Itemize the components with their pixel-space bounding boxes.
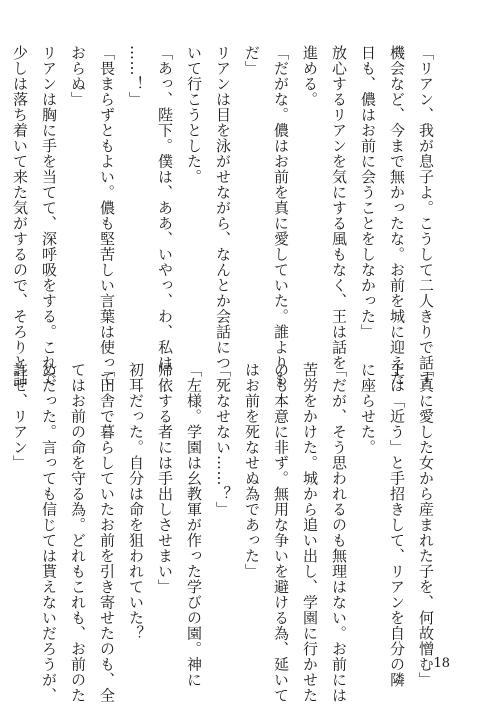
text-line: 初耳だった。自分は命を狙われていた？ [127, 362, 145, 641]
text-line: 進める。 [301, 45, 319, 107]
text-line: 帰依する者には手出しさせまい」 [156, 362, 174, 595]
text-line: 日も、儂はお前に会うことをしなかった」 [359, 45, 377, 340]
text-line: 少しは落ち着いて来た気がするので、そろりと話 [11, 45, 29, 386]
text-line: いて行こうとした。 [185, 45, 203, 185]
text-line: 「あっ、陛下。僕は、ああ、いやっ、わ、私は [156, 45, 174, 371]
text-line [0, 362, 5, 652]
text-line: だ」 [243, 45, 261, 76]
text-line: ……！」 [127, 45, 145, 107]
text-line: 「左様。学園は幺教軍が作った学びの園。神に [185, 362, 203, 688]
text-line: リアンは目を泳がせながら、なんとか会話につ [214, 45, 232, 371]
text-line: てはお前の命を守る為。どれもこれも、お前のた [69, 362, 87, 703]
text-column-top [0, 45, 440, 386]
text-line: 苦労をかけた。城から追い出し、学園に行かせた [301, 362, 319, 703]
text-line: 許せ、リアン」 [11, 362, 29, 471]
text-line: 「死なせない……？」 [214, 362, 232, 517]
text-line: 「田舎で暮らしていたお前を引き寄せたのも、全 [98, 362, 116, 703]
text-line: 「だがな。儂はお前を真に愛していた。誰よりも [272, 45, 290, 386]
text-line: めだった。言っても信じては貰えないだろうが、 [40, 362, 58, 703]
text-line: 「真に愛した女から産まれた子を、何故憎む」 [417, 362, 435, 688]
page-number: 18 [433, 656, 450, 671]
text-line: リアンは胸に手を当てて、深呼吸をする。これで [40, 45, 58, 386]
text-line: 放心するリアンを気にする風もなく、王は話を [330, 45, 348, 371]
text-line: 「だが、そう思われるのも無理はない。お前には [330, 362, 348, 703]
text-line: 「リアン、我が息子よ。こうして二人きりで話す [417, 45, 435, 386]
text-column-bottom [0, 362, 440, 703]
text-line: に座らせた。 [359, 362, 377, 455]
text-line: 王は「近う」と手招きして、リアンを自分の隣 [388, 362, 406, 688]
text-line: おらぬ」 [69, 45, 87, 107]
text-line: のも本意に非ず。無用な争いを避ける為、延いて [272, 362, 290, 703]
text-line: 「畏まらずともよい。儂も堅苦しい言葉は使って [98, 45, 116, 386]
text-line: はお前を死なせぬ為であった」 [243, 362, 261, 579]
text-line: 機会など、今まで無かったな。お前を城に迎えた [388, 45, 406, 386]
